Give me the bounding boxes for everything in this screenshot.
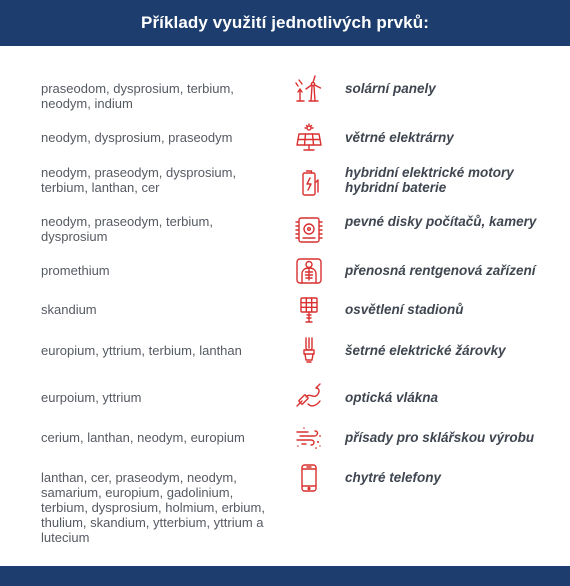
page-header <box>0 0 570 46</box>
xray-icon <box>294 256 324 286</box>
use-label: větrné elektrárny <box>345 130 454 145</box>
smartphone-icon <box>294 463 324 493</box>
glass-icon <box>294 422 324 452</box>
elements-list: skandium <box>41 302 97 317</box>
use-label: hybridní elektrické motory hybridní baterie <box>345 165 514 195</box>
elements-list: lanthan, cer, praseodym, neodym, samarium, europium, gadolinium, terbium, dysprosium, holmium, erbium, thulium, skandium, ytterbium, yttrium a lutecium <box>41 470 265 545</box>
elements-list: eurpoium, yttrium <box>41 390 142 405</box>
wind-turbine-icon <box>294 74 324 104</box>
fiber-cable-icon <box>294 382 324 412</box>
elements-list: cerium, lanthan, neodym, europium <box>41 430 245 445</box>
stadium-light-icon <box>294 295 324 325</box>
use-label: šetrné elektrické žárovky <box>345 343 506 358</box>
page-footer-bar <box>0 566 570 586</box>
bulb-icon <box>294 335 324 365</box>
use-label: solární panely <box>345 81 436 96</box>
elements-list: neodym, praseodym, terbium, dysprosium <box>41 214 213 244</box>
elements-list: promethium <box>41 263 110 278</box>
use-label: chytré telefony <box>345 470 442 485</box>
use-label: přenosná rentgenová zařízení <box>345 263 536 278</box>
elements-list: neodym, praseodym, dysprosium, terbium, lanthan, cer <box>41 165 237 195</box>
solar-panel-icon <box>294 123 324 153</box>
battery-icon <box>294 168 324 198</box>
elements-list: europium, yttrium, terbium, lanthan <box>41 343 242 358</box>
use-label: pevné disky počítačů, kamery <box>345 214 537 229</box>
elements-list: neodym, dysprosium, praseodym <box>41 130 233 145</box>
page-title: Příklady využití jednotlivých prvků: <box>141 13 429 32</box>
elements-list: praseodom, dysprosium, terbium, neodym, indium <box>41 81 234 111</box>
use-label: optická vlákna <box>345 390 439 405</box>
use-label: osvětlení stadionů <box>345 302 464 317</box>
use-label: přísady pro sklářskou výrobu <box>345 430 535 445</box>
hard-drive-icon <box>294 215 324 245</box>
